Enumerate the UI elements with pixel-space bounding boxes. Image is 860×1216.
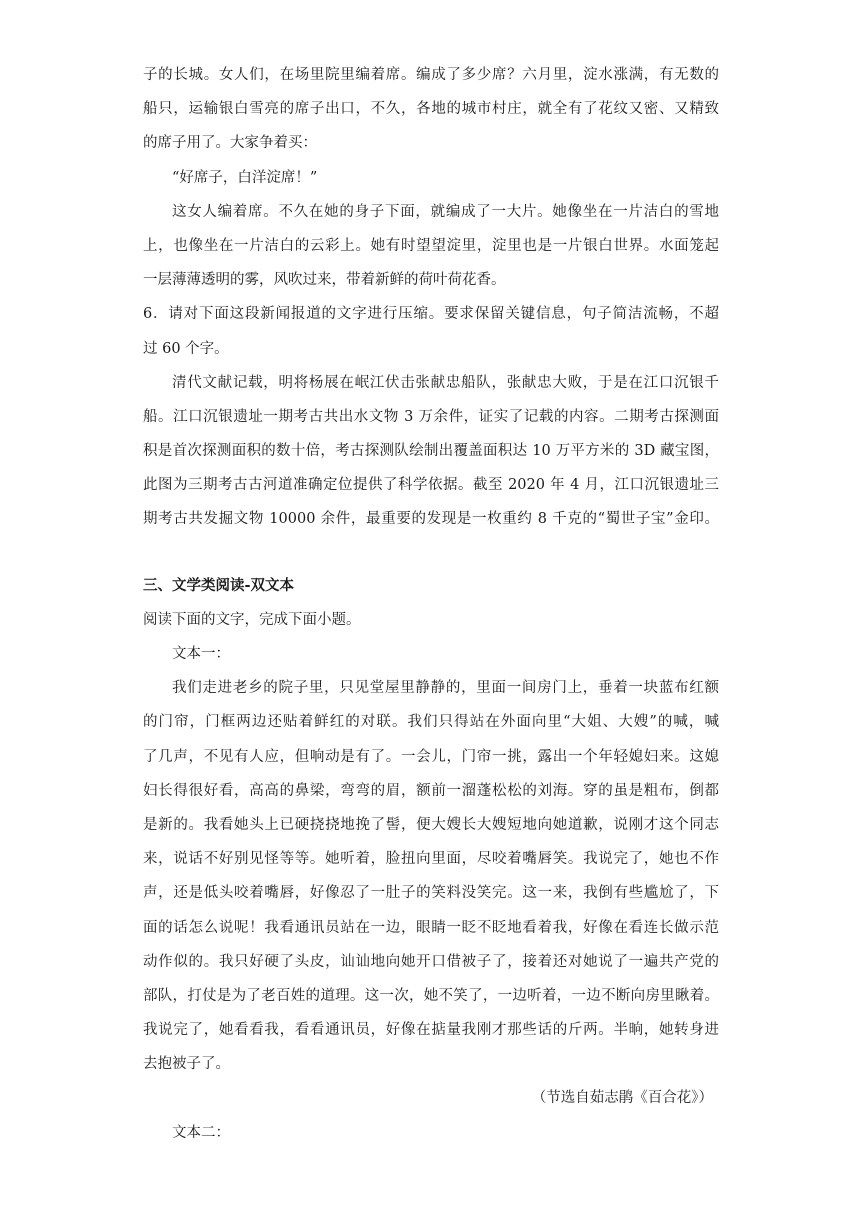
passage-line: 妇长得很好看，高高的鼻梁，弯弯的眉，额前一溜蓬松松的刘海。穿的虽是粗布，倒都 xyxy=(143,782,719,799)
news-line: 船。江口沉银遗址一期考古共出水文物 3 万余件，证实了记载的内容。二期考古探测面 xyxy=(143,408,719,425)
paragraph-line: 子的长城。女人们，在场里院里编着席。编成了多少席？六月里，淀水涨满，有无数的 xyxy=(143,67,719,83)
source-citation: （节选自茹志鹃《百合花》） xyxy=(531,1090,713,1107)
section-gap xyxy=(143,537,719,569)
news-line: 期考古共发掘文物 10000 余件，最重要的发现是一枚重约 8 千克的“蜀世子宝”金印。 xyxy=(143,511,719,528)
passage-line: 部队，打仗是为了老百姓的道理。这一次，她不笑了，一边听着，一边不断向房里瞅着。 xyxy=(143,987,719,1004)
paragraph-line: 船只，运输银白雪亮的席子出口，不久，各地的城市村庄，就全有了花纹又密、又精致 xyxy=(143,101,719,118)
paragraph-line: 一层薄薄透明的雾，风吹过来，带着新鲜的荷叶荷花香。 xyxy=(143,272,506,289)
question-6-line: 6．请对下面这段新闻报道的文字进行压缩。要求保留关键信息，句子简洁流畅，不超 xyxy=(143,306,719,323)
document-page xyxy=(143,58,719,1150)
instruction-line: 阅读下面的文字，完成下面小题。 xyxy=(143,611,361,628)
paragraph-line: 的席子用了。大家争着买： xyxy=(143,135,317,152)
passage-line: 的门帘，门框两边还贴着鲜红的对联。我们只得站在外面向里“大姐、大嫂”的喊，喊 xyxy=(143,714,719,731)
news-line: 清代文献记载，明将杨展在岷江伏击张献忠船队，张献忠大败，于是在江口沉银千 xyxy=(172,374,719,391)
section-heading: 三、文学类阅读-双文本 xyxy=(143,577,295,594)
passage-line: 来，说话不好别见怪等等。她听着，脸扭向里面，尽咬着嘴唇笑。我说完了，她也不作 xyxy=(143,851,719,868)
question-6-line: 过 60 个字。 xyxy=(143,340,229,357)
text-two-label: 文本二： xyxy=(172,1124,230,1141)
passage-line: 了几声，不见有人应，但响动是有了。一会儿，门帘一挑，露出一个年轻媳妇来。这媳 xyxy=(143,748,719,765)
quote-line: “好席子，白洋淀席！” xyxy=(172,169,318,186)
paragraph-line: 这女人编着席。不久在她的身子下面，就编成了一大片。她像坐在一片洁白的雪地 xyxy=(172,203,719,220)
passage-line: 动作似的。我只好硬了头皮，讪讪地向她开口借被子了，接着还对她说了一遍共产党的 xyxy=(143,953,719,970)
passage-line: 我说完了，她看看我，看看通讯员，好像在掂量我刚才那些话的斤两。半晌，她转身进 xyxy=(143,1022,719,1039)
passage-line: 面的话怎么说呢！我看通讯员站在一边，眼睛一眨不眨地看着我，好像在看连长做示范 xyxy=(143,919,719,936)
text-one-label: 文本一： xyxy=(172,646,230,662)
news-line: 此图为三期考古古河道准确定位提供了科学依据。截至 2020 年 4 月，江口沉银遗址三 xyxy=(143,477,719,494)
news-line: 积是首次探测面积的数十倍，考古探测队绘制出覆盖面积达 10 万平方米的 3D 藏宝图， xyxy=(143,443,719,460)
passage-line: 去抱被子了。 xyxy=(143,1056,230,1073)
paragraph-line: 上，也像坐在一片洁白的云彩上。她有时望望淀里，淀里也是一片银白世界。水面笼起 xyxy=(143,237,719,254)
passage-line: 是新的。我看她头上已硬挠挠地挽了髻，便大嫂长大嫂短地向她道歉，说刚才这个同志 xyxy=(143,816,719,833)
passage-line: 我们走进老乡的院子里，只见堂屋里静静的，里面一间房门上，垂着一块蓝布红额 xyxy=(172,680,719,697)
passage-line: 声，还是低头咬着嘴唇，好像忍了一肚子的笑料没笑完。这一来，我倒有些尴尬了，下 xyxy=(143,885,719,902)
